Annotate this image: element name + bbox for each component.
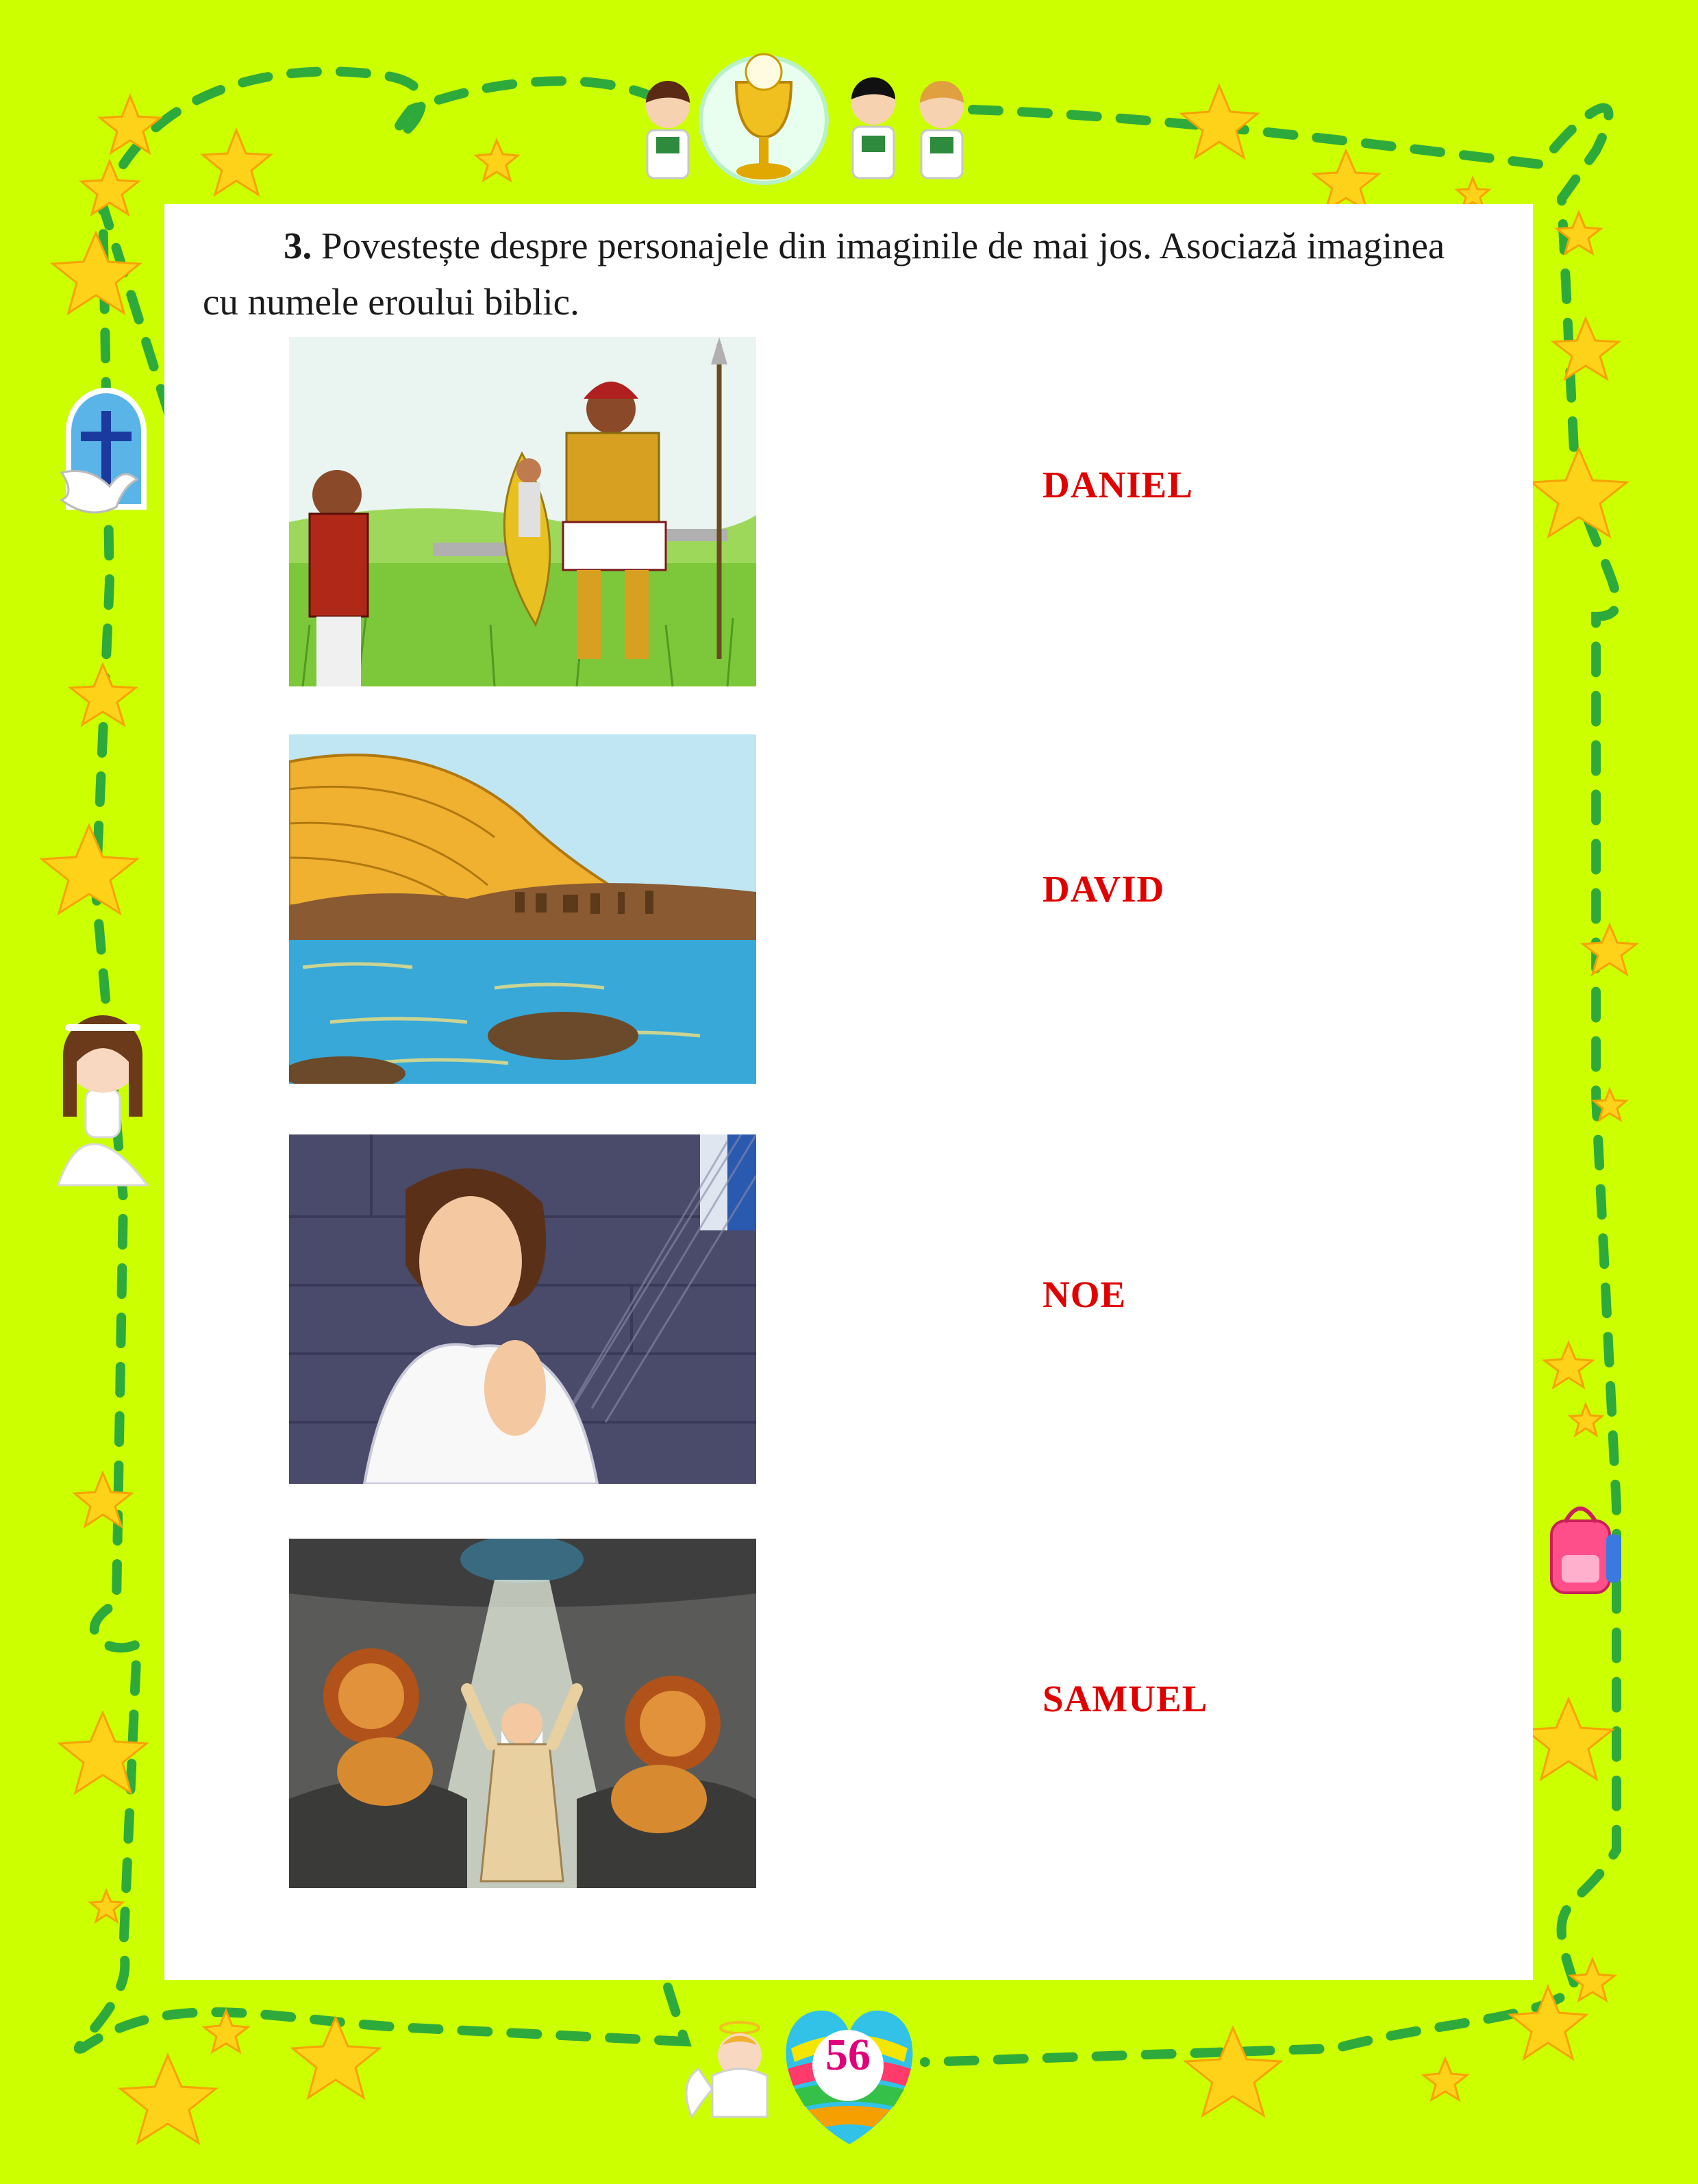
star-icon	[90, 1891, 123, 1922]
picture-samuel-praying	[289, 1134, 756, 1484]
girl-figure-decoration	[58, 1015, 147, 1185]
exercise-text-line1: Povestește despre personajele din imaginile de mai jos. Asociază imaginea	[321, 225, 1445, 266]
name-option-noe[interactable]: NOE	[1042, 1274, 1127, 1315]
name-option-samuel[interactable]: SAMUEL	[1042, 1678, 1208, 1720]
stained-window-dove-decoration	[62, 390, 144, 512]
star-icon	[121, 2055, 216, 2143]
exercise-number: 3.	[284, 225, 312, 266]
top-angels-chalice-decoration	[646, 54, 964, 183]
star-icon	[82, 161, 138, 214]
picture-david-goliath	[289, 337, 756, 686]
star-icon	[476, 140, 518, 180]
name-option-daniel[interactable]: DANIEL	[1042, 464, 1193, 506]
praying-angel-decoration	[686, 2022, 767, 2117]
picture-daniel-lions-den	[289, 1539, 756, 1888]
star-icon	[1525, 1699, 1612, 1779]
star-icon	[53, 233, 140, 313]
star-icon	[1182, 86, 1258, 158]
star-icon	[1545, 1343, 1593, 1387]
noah-ark-illustration	[289, 734, 756, 1084]
picture-noah-ark	[289, 734, 756, 1084]
star-icon	[1532, 449, 1627, 536]
exercise-instruction	[203, 218, 1532, 330]
star-icon	[1423, 2059, 1467, 2100]
star-icon	[42, 826, 137, 913]
star-icon	[1570, 1404, 1602, 1435]
david-goliath-illustration	[289, 337, 756, 686]
star-icon	[100, 96, 160, 153]
backpack-decoration	[1551, 1509, 1621, 1593]
star-icon	[1314, 151, 1379, 211]
star-icon	[1571, 1959, 1614, 2000]
star-icon	[1583, 925, 1636, 974]
exercise-text-line2: cu numele eroului biblic.	[203, 281, 579, 323]
daniel-lions-den-illustration	[289, 1539, 756, 1888]
star-icon	[292, 2018, 379, 2098]
samuel-praying-illustration	[289, 1134, 756, 1484]
star-icon	[1510, 1987, 1586, 2059]
name-option-david[interactable]: DAVID	[1042, 868, 1165, 910]
star-icon	[1186, 2028, 1281, 2115]
star-icon	[203, 130, 271, 195]
star-icon	[71, 665, 136, 725]
page-number: 56	[825, 2030, 871, 2080]
